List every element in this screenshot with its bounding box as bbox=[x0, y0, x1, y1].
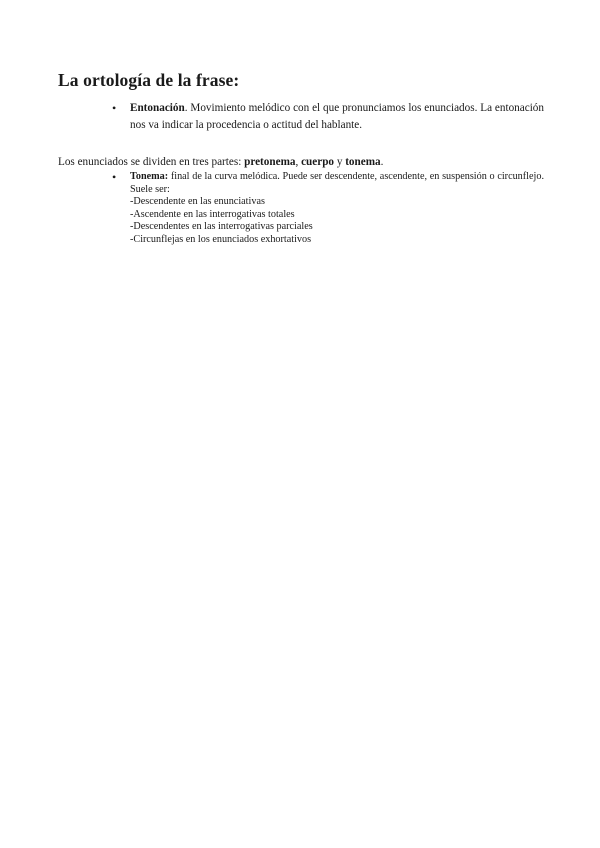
tonema-sublist-item: -Ascendente en las interrogativas totales bbox=[130, 208, 295, 220]
intro-part-tonema: tonema bbox=[345, 156, 381, 168]
bullet-icon: • bbox=[112, 170, 117, 184]
tonema-sublist bbox=[130, 196, 544, 246]
list-item-entonacion bbox=[114, 100, 544, 134]
intro-part-cuerpo: cuerpo bbox=[301, 156, 335, 168]
tonema-sublist-item: -Circunflejas en los enunciados exhortativos bbox=[130, 233, 312, 245]
intro-paragraph bbox=[58, 155, 383, 170]
intro-suffix: . bbox=[380, 156, 384, 168]
list-item-tonema bbox=[114, 171, 544, 247]
intro-part-pretonema: pretonema bbox=[244, 156, 296, 168]
tonema-paragraph bbox=[130, 171, 544, 196]
tonema-sublist-item: -Descendentes en las interrogativas parciales bbox=[130, 221, 313, 233]
entonacion-term: Entonación bbox=[130, 102, 185, 114]
intro-sep-2: y bbox=[334, 156, 346, 168]
intro-sep-1: , bbox=[295, 156, 302, 168]
entonacion-paragraph bbox=[130, 100, 544, 134]
tonema-sublist-item: -Descendente en las enunciativas bbox=[130, 196, 265, 208]
bullet-icon: • bbox=[112, 101, 117, 115]
tonema-term: Tonema: bbox=[130, 171, 169, 182]
intro-prefix: Los enunciados se dividen en tres partes: bbox=[58, 156, 245, 168]
tonema-text: final de la curva melódica. Puede ser descendente, ascendente, en suspensión o circunflejo. Suele ser: bbox=[130, 171, 544, 195]
entonacion-text: . Movimiento melódico con el que pronunciamos los enunciados. La entonación nos va indicar la procedencia o actitud del hablante. bbox=[130, 102, 544, 131]
page-title: La ortología de la frase: bbox=[58, 70, 240, 90]
